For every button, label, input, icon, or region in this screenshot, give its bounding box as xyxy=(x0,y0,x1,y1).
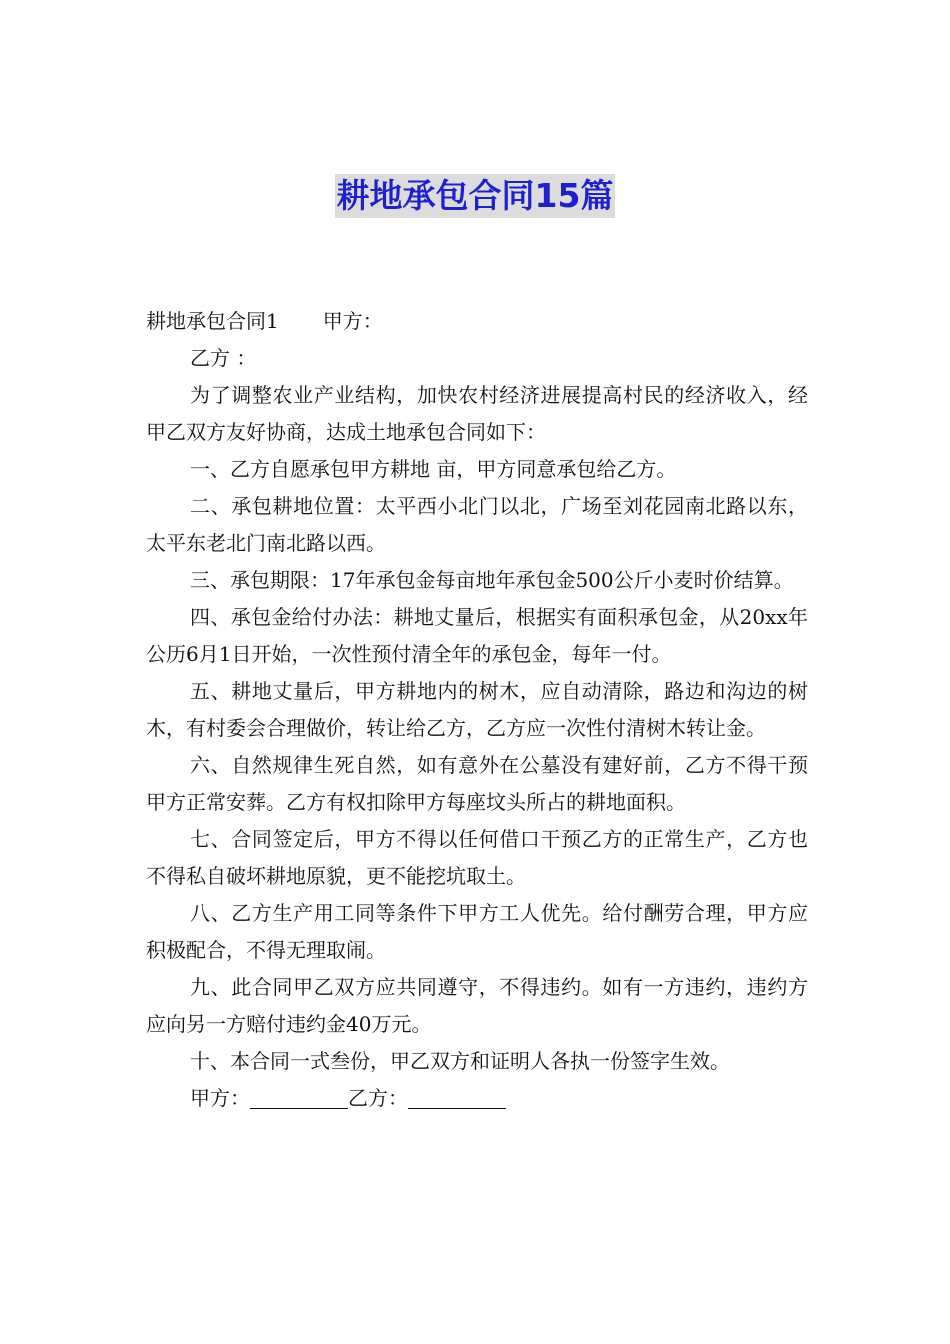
clause-7: 七、合同签定后，甲方不得以任何借口干预乙方的正常生产，乙方也不得私自破坏耕地原貌，更不能挖坑取土。 xyxy=(146,827,808,888)
signature-party-a-label: 甲方： xyxy=(190,1086,250,1110)
clause-9: 九、此合同甲乙双方应共同遵守，不得违约。如有一方违约，违约方应向另一方赔付违约金40万元。 xyxy=(146,975,808,1036)
clause-8: 八、乙方生产用工同等条件下甲方工人优先。给付酬劳合理，甲方应积极配合，不得无理取闹。 xyxy=(146,901,808,962)
signature-party-b-label: 乙方： xyxy=(348,1086,408,1110)
signature-line xyxy=(146,1080,808,1117)
clause-3: 三、承包期限：17年承包金每亩地年承包金500公斤小麦时价结算。 xyxy=(190,568,794,592)
clause-6: 六、自然规律生死自然，如有意外在公墓没有建好前，乙方不得干预甲方正常安葬。乙方有权扣除甲方每座坟头所占的耕地面积。 xyxy=(146,753,808,814)
clause-1: 一、乙方自愿承包甲方耕地 亩，甲方同意承包给乙方。 xyxy=(190,457,677,481)
clause-2: 二、承包耕地位置：太平西小北门以北，广场至刘花园南北路以东，太平东老北门南北路以西。 xyxy=(146,494,808,555)
party-b-label: 乙方 ： xyxy=(190,346,257,370)
paragraph-intro: 为了调整农业产业结构，加快农村经济进展提高村民的经济收入，经甲乙双方友好协商，达成土地承包合同如下： xyxy=(146,383,808,444)
title-container xyxy=(0,174,950,218)
document-title: 耕地承包合同15篇 xyxy=(335,174,616,218)
party-a-label: 甲方： xyxy=(322,309,383,333)
contract-heading: 耕地承包合同1 xyxy=(146,309,279,333)
clause-10: 十、本合同一式叁份，甲乙双方和证明人各执一份签字生效。 xyxy=(190,1049,730,1073)
heading-line xyxy=(146,303,808,340)
party-b-line xyxy=(146,340,808,377)
signature-party-a-blank[interactable] xyxy=(250,1086,348,1109)
document-body xyxy=(146,303,808,1117)
signature-party-b-blank[interactable] xyxy=(408,1086,506,1109)
clause-4: 四、承包金给付办法：耕地丈量后，根据实有面积承包金，从20xx年公历6月1日开始，一次性预付清全年的承包金，每年一付。 xyxy=(146,605,808,666)
clause-5: 五、耕地丈量后，甲方耕地内的树木，应自动清除，路边和沟边的树木，有村委会合理做价，转让给乙方，乙方应一次性付清树木转让金。 xyxy=(146,679,808,740)
